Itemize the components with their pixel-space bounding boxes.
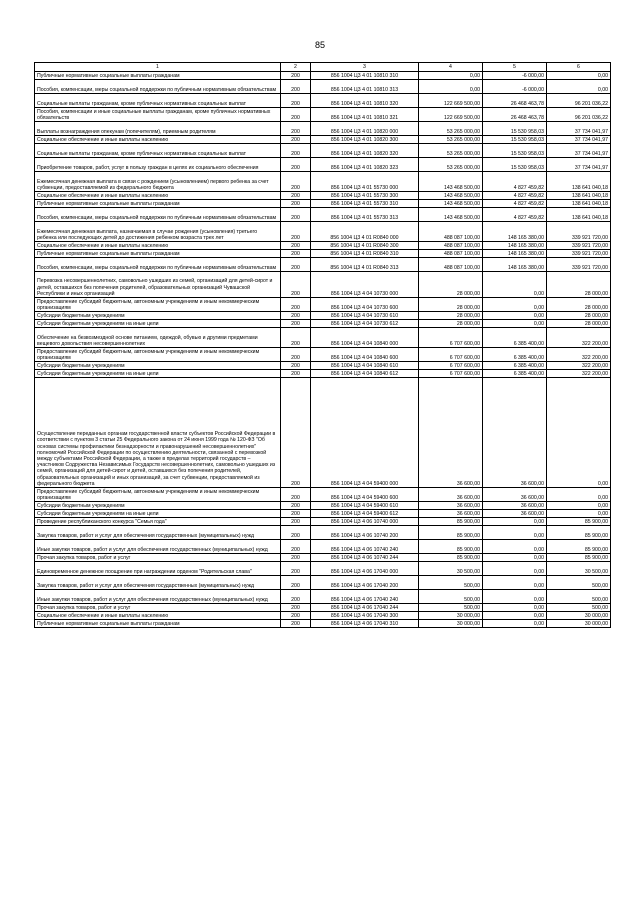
row-budget-code: 856 1004 Ц3 4 01 10820 000 bbox=[311, 122, 419, 136]
column-number-header-row bbox=[35, 63, 611, 72]
row-executed-amount: 4 827 459,82 bbox=[483, 200, 547, 208]
row-budget-code: 856 1004 Ц3 4 01 10810 321 bbox=[311, 108, 419, 122]
table-row bbox=[35, 488, 611, 502]
row-approved-amount: 30 000,00 bbox=[419, 620, 483, 628]
row-executed-amount: 0,00 bbox=[483, 320, 547, 328]
table-row bbox=[35, 136, 611, 144]
row-executed-amount: -6 000,00 bbox=[483, 72, 547, 80]
row-executed-amount: 6 385 400,00 bbox=[483, 348, 547, 362]
row-executed-amount: 0,00 bbox=[483, 562, 547, 576]
row-unexecuted-amount: 0,00 bbox=[547, 488, 611, 502]
row-line-code: 200 bbox=[281, 136, 311, 144]
row-executed-amount: 148 165 380,00 bbox=[483, 242, 547, 250]
table-row bbox=[35, 222, 611, 242]
row-approved-amount: 53 265 000,00 bbox=[419, 136, 483, 144]
row-name: Публичные нормативные социальные выплаты гражданам bbox=[35, 200, 281, 208]
row-name: Иные закупки товаров, работ и услуг для обеспечения государственных (муниципальных) нужд bbox=[35, 590, 281, 604]
row-budget-code: 856 1004 Ц3 4 04 10730 610 bbox=[311, 312, 419, 320]
row-name: Субсидии бюджетным учреждениям bbox=[35, 312, 281, 320]
table-row bbox=[35, 348, 611, 362]
row-line-code: 200 bbox=[281, 72, 311, 80]
row-name: Социальное обеспечение и иные выплаты населению bbox=[35, 242, 281, 250]
row-executed-amount: 148 165 380,00 bbox=[483, 250, 547, 258]
table-row bbox=[35, 144, 611, 158]
row-unexecuted-amount: 30 000,00 bbox=[547, 620, 611, 628]
row-name: Предоставление субсидий бюджетным, автономным учреждениям и иным некоммерческим организациям bbox=[35, 488, 281, 502]
row-budget-code: 856 1004 Ц3 4 01 55730 310 bbox=[311, 200, 419, 208]
row-executed-amount: 148 165 380,00 bbox=[483, 258, 547, 272]
row-unexecuted-amount: 500,00 bbox=[547, 604, 611, 612]
table-row bbox=[35, 312, 611, 320]
row-unexecuted-amount: 37 734 041,97 bbox=[547, 144, 611, 158]
row-name: Социальное обеспечение и иные выплаты населению bbox=[35, 192, 281, 200]
row-executed-amount: 0,00 bbox=[483, 590, 547, 604]
row-budget-code: 856 1004 Ц3 4 04 10730 000 bbox=[311, 272, 419, 298]
row-budget-code: 856 1004 Ц3 4 04 59400 600 bbox=[311, 488, 419, 502]
row-name: Пособия, компенсации, меры социальной поддержки по публичным нормативным обязательствам bbox=[35, 80, 281, 94]
table-row bbox=[35, 554, 611, 562]
row-line-code: 200 bbox=[281, 328, 311, 348]
column-header-3: 3 bbox=[311, 63, 419, 72]
row-line-code: 200 bbox=[281, 200, 311, 208]
row-unexecuted-amount: 0,00 bbox=[547, 378, 611, 488]
table-row bbox=[35, 158, 611, 172]
row-approved-amount: 143 468 500,00 bbox=[419, 200, 483, 208]
row-unexecuted-amount: 322 200,00 bbox=[547, 370, 611, 378]
row-budget-code: 856 1004 Ц3 4 04 59400 612 bbox=[311, 510, 419, 518]
row-unexecuted-amount: 28 000,00 bbox=[547, 312, 611, 320]
row-unexecuted-amount: 322 200,00 bbox=[547, 348, 611, 362]
row-executed-amount: 36 600,00 bbox=[483, 488, 547, 502]
table-row bbox=[35, 378, 611, 488]
row-approved-amount: 122 669 500,00 bbox=[419, 108, 483, 122]
row-line-code: 200 bbox=[281, 272, 311, 298]
row-executed-amount: 0,00 bbox=[483, 620, 547, 628]
row-line-code: 200 bbox=[281, 242, 311, 250]
table-row bbox=[35, 72, 611, 80]
row-approved-amount: 28 000,00 bbox=[419, 298, 483, 312]
row-unexecuted-amount: 500,00 bbox=[547, 576, 611, 590]
column-header-1: 1 bbox=[35, 63, 281, 72]
row-approved-amount: 53 265 000,00 bbox=[419, 158, 483, 172]
row-line-code: 200 bbox=[281, 502, 311, 510]
column-header-5: 5 bbox=[483, 63, 547, 72]
table-row bbox=[35, 576, 611, 590]
row-executed-amount: 0,00 bbox=[483, 298, 547, 312]
row-name: Проведение республиканского конкурса "Семья года" bbox=[35, 518, 281, 526]
row-name: Обеспечение на безвозмездной основе питанием, одеждой, обувью и другими предметами вещевого довольствия несовершеннолетних bbox=[35, 328, 281, 348]
row-line-code: 200 bbox=[281, 612, 311, 620]
table-row bbox=[35, 526, 611, 540]
row-name: Публичные нормативные социальные выплаты гражданам bbox=[35, 72, 281, 80]
row-name: Публичные нормативные социальные выплаты гражданам bbox=[35, 620, 281, 628]
row-budget-code: 856 1004 Ц3 4 01 10820 323 bbox=[311, 158, 419, 172]
table-row bbox=[35, 272, 611, 298]
table-row bbox=[35, 94, 611, 108]
row-name: Пособия, компенсации, меры социальной поддержки по публичным нормативным обязательствам bbox=[35, 258, 281, 272]
row-name: Закупка товаров, работ и услуг для обеспечения государственных (муниципальных) нужд bbox=[35, 576, 281, 590]
row-budget-code: 856 1004 Ц3 4 01 R0840 000 bbox=[311, 222, 419, 242]
row-approved-amount: 488 087 100,00 bbox=[419, 250, 483, 258]
table-row bbox=[35, 122, 611, 136]
row-approved-amount: 6 707 600,00 bbox=[419, 348, 483, 362]
table-row bbox=[35, 298, 611, 312]
row-approved-amount: 36 600,00 bbox=[419, 488, 483, 502]
row-unexecuted-amount: 0,00 bbox=[547, 502, 611, 510]
table-row bbox=[35, 502, 611, 510]
row-line-code: 200 bbox=[281, 94, 311, 108]
row-executed-amount: 6 385 400,00 bbox=[483, 328, 547, 348]
table-row bbox=[35, 258, 611, 272]
table-row bbox=[35, 590, 611, 604]
row-line-code: 200 bbox=[281, 298, 311, 312]
row-unexecuted-amount: 85 900,00 bbox=[547, 526, 611, 540]
row-executed-amount: 0,00 bbox=[483, 540, 547, 554]
row-name: Субсидии бюджетным учреждениям на иные цели bbox=[35, 510, 281, 518]
row-line-code: 200 bbox=[281, 144, 311, 158]
row-unexecuted-amount: 28 000,00 bbox=[547, 298, 611, 312]
row-name: Субсидии бюджетным учреждениям на иные цели bbox=[35, 370, 281, 378]
row-line-code: 200 bbox=[281, 378, 311, 488]
row-budget-code: 856 1004 Ц3 4 01 10810 313 bbox=[311, 80, 419, 94]
row-name: Иные закупки товаров, работ и услуг для обеспечения государственных (муниципальных) нужд bbox=[35, 540, 281, 554]
table-row bbox=[35, 370, 611, 378]
row-unexecuted-amount: 322 200,00 bbox=[547, 362, 611, 370]
row-unexecuted-amount: 85 900,00 bbox=[547, 540, 611, 554]
row-unexecuted-amount: 85 900,00 bbox=[547, 518, 611, 526]
table-row bbox=[35, 172, 611, 192]
column-header-6: 6 bbox=[547, 63, 611, 72]
table-row bbox=[35, 320, 611, 328]
row-name: Предоставление субсидий бюджетным, автономным учреждениям и иным некоммерческим организациям bbox=[35, 298, 281, 312]
row-line-code: 200 bbox=[281, 510, 311, 518]
row-approved-amount: 500,00 bbox=[419, 590, 483, 604]
row-name: Субсидии бюджетным учреждениям на иные цели bbox=[35, 320, 281, 328]
row-executed-amount: -6 000,00 bbox=[483, 80, 547, 94]
row-budget-code: 856 1004 Ц3 4 01 R0840 310 bbox=[311, 250, 419, 258]
row-name: Выплаты вознаграждения опекунам (попечителям), приемным родителям bbox=[35, 122, 281, 136]
row-approved-amount: 85 900,00 bbox=[419, 526, 483, 540]
row-executed-amount: 0,00 bbox=[483, 518, 547, 526]
row-budget-code: 856 1004 Ц3 4 06 17040 244 bbox=[311, 604, 419, 612]
row-executed-amount: 6 385 400,00 bbox=[483, 370, 547, 378]
row-line-code: 200 bbox=[281, 320, 311, 328]
row-budget-code: 856 1004 Ц3 4 06 17040 240 bbox=[311, 590, 419, 604]
table-row bbox=[35, 562, 611, 576]
row-line-code: 200 bbox=[281, 518, 311, 526]
row-budget-code: 856 1004 Ц3 4 06 17040 310 bbox=[311, 620, 419, 628]
row-name: Ежемесячная денежная выплата в связи с рождением (усыновлением) первого ребенка за счет субвенции, предоставляемой из федерального бюджета bbox=[35, 172, 281, 192]
row-executed-amount: 0,00 bbox=[483, 554, 547, 562]
row-unexecuted-amount: 138 641 040,18 bbox=[547, 192, 611, 200]
row-name: Субсидии бюджетным учреждениям bbox=[35, 502, 281, 510]
row-line-code: 200 bbox=[281, 158, 311, 172]
table-row bbox=[35, 540, 611, 554]
row-name: Закупка товаров, работ и услуг для обеспечения государственных (муниципальных) нужд bbox=[35, 526, 281, 540]
row-name: Ежемесячная денежная выплата, назначаемая в случае рождения (усыновления) третьего ребенка или последующих детей до достижения ребенком возраста трех лет bbox=[35, 222, 281, 242]
row-line-code: 200 bbox=[281, 250, 311, 258]
row-name: Предоставление субсидий бюджетным, автономным учреждениям и иным некоммерческим организациям bbox=[35, 348, 281, 362]
row-approved-amount: 500,00 bbox=[419, 576, 483, 590]
row-budget-code: 856 1004 Ц3 4 01 10820 320 bbox=[311, 144, 419, 158]
row-approved-amount: 143 468 500,00 bbox=[419, 208, 483, 222]
row-executed-amount: 15 530 958,03 bbox=[483, 144, 547, 158]
row-budget-code: 856 1004 Ц3 4 01 10810 310 bbox=[311, 72, 419, 80]
row-executed-amount: 0,00 bbox=[483, 272, 547, 298]
table-row bbox=[35, 362, 611, 370]
row-unexecuted-amount: 85 900,00 bbox=[547, 554, 611, 562]
row-budget-code: 856 1004 Ц3 4 06 10740 244 bbox=[311, 554, 419, 562]
row-line-code: 200 bbox=[281, 192, 311, 200]
row-budget-code: 856 1004 Ц3 4 04 10730 600 bbox=[311, 298, 419, 312]
row-line-code: 200 bbox=[281, 576, 311, 590]
table-row bbox=[35, 620, 611, 628]
table-row bbox=[35, 518, 611, 526]
row-executed-amount: 0,00 bbox=[483, 312, 547, 320]
row-executed-amount: 36 600,00 bbox=[483, 378, 547, 488]
row-unexecuted-amount: 322 200,00 bbox=[547, 328, 611, 348]
row-name: Публичные нормативные социальные выплаты гражданам bbox=[35, 250, 281, 258]
row-approved-amount: 122 669 500,00 bbox=[419, 94, 483, 108]
row-budget-code: 856 1004 Ц3 4 01 55730 300 bbox=[311, 192, 419, 200]
row-approved-amount: 85 900,00 bbox=[419, 554, 483, 562]
row-executed-amount: 26 468 463,78 bbox=[483, 94, 547, 108]
row-name: Социальное обеспечение и иные выплаты населению bbox=[35, 136, 281, 144]
row-executed-amount: 0,00 bbox=[483, 604, 547, 612]
row-line-code: 200 bbox=[281, 526, 311, 540]
row-line-code: 200 bbox=[281, 604, 311, 612]
table-row bbox=[35, 250, 611, 258]
row-name: Пособия, компенсации, меры социальной поддержки по публичным нормативным обязательствам bbox=[35, 208, 281, 222]
row-approved-amount: 30 000,00 bbox=[419, 612, 483, 620]
table-row bbox=[35, 80, 611, 94]
row-unexecuted-amount: 28 000,00 bbox=[547, 320, 611, 328]
row-name: Единовременное денежное поощрение при награждении орденом "Родительская слава" bbox=[35, 562, 281, 576]
row-executed-amount: 4 827 459,82 bbox=[483, 208, 547, 222]
row-line-code: 200 bbox=[281, 122, 311, 136]
row-name: Субсидии бюджетным учреждениям bbox=[35, 362, 281, 370]
row-name: Пособия, компенсации и иные социальные выплаты гражданам, кроме публичных нормативных обязательств bbox=[35, 108, 281, 122]
row-unexecuted-amount: 0,00 bbox=[547, 80, 611, 94]
row-approved-amount: 488 087 100,00 bbox=[419, 258, 483, 272]
row-budget-code: 856 1004 Ц3 4 06 10740 240 bbox=[311, 540, 419, 554]
row-approved-amount: 6 707 600,00 bbox=[419, 370, 483, 378]
row-unexecuted-amount: 138 641 040,18 bbox=[547, 200, 611, 208]
row-name: Перевозка несовершеннолетних, самовольно ушедших из семей, организаций для детей-сирот и детей, оставшихся без попечения родителей, образовательных организаций Чувашской Республики и иных организаций bbox=[35, 272, 281, 298]
row-line-code: 200 bbox=[281, 208, 311, 222]
row-executed-amount: 0,00 bbox=[483, 526, 547, 540]
row-approved-amount: 488 087 100,00 bbox=[419, 242, 483, 250]
row-approved-amount: 6 707 600,00 bbox=[419, 328, 483, 348]
column-header-4: 4 bbox=[419, 63, 483, 72]
row-unexecuted-amount: 30 500,00 bbox=[547, 562, 611, 576]
row-budget-code: 856 1004 Ц3 4 04 10730 612 bbox=[311, 320, 419, 328]
row-unexecuted-amount: 37 734 041,97 bbox=[547, 136, 611, 144]
row-unexecuted-amount: 339 921 720,00 bbox=[547, 258, 611, 272]
row-executed-amount: 0,00 bbox=[483, 576, 547, 590]
row-name: Прочая закупка товаров, работ и услуг bbox=[35, 554, 281, 562]
row-approved-amount: 28 000,00 bbox=[419, 312, 483, 320]
row-approved-amount: 36 600,00 bbox=[419, 502, 483, 510]
row-unexecuted-amount: 30 000,00 bbox=[547, 612, 611, 620]
table-row bbox=[35, 200, 611, 208]
row-executed-amount: 0,00 bbox=[483, 612, 547, 620]
row-executed-amount: 36 600,00 bbox=[483, 502, 547, 510]
row-approved-amount: 30 500,00 bbox=[419, 562, 483, 576]
row-budget-code: 856 1004 Ц3 4 01 R0840 313 bbox=[311, 258, 419, 272]
row-line-code: 200 bbox=[281, 620, 311, 628]
row-budget-code: 856 1004 Ц3 4 04 59400 610 bbox=[311, 502, 419, 510]
table-row bbox=[35, 208, 611, 222]
row-unexecuted-amount: 96 201 036,22 bbox=[547, 108, 611, 122]
row-executed-amount: 148 165 380,00 bbox=[483, 222, 547, 242]
table-row bbox=[35, 108, 611, 122]
row-name: Социальные выплаты гражданам, кроме публичных нормативных социальных выплат bbox=[35, 94, 281, 108]
row-line-code: 200 bbox=[281, 540, 311, 554]
row-approved-amount: 0,00 bbox=[419, 72, 483, 80]
row-unexecuted-amount: 500,00 bbox=[547, 590, 611, 604]
row-line-code: 200 bbox=[281, 348, 311, 362]
row-budget-code: 856 1004 Ц3 4 06 10740 000 bbox=[311, 518, 419, 526]
row-budget-code: 856 1004 Ц3 4 04 10840 000 bbox=[311, 328, 419, 348]
row-line-code: 200 bbox=[281, 488, 311, 502]
table-row bbox=[35, 612, 611, 620]
row-approved-amount: 143 468 500,00 bbox=[419, 192, 483, 200]
row-executed-amount: 15 530 958,03 bbox=[483, 136, 547, 144]
row-approved-amount: 28 000,00 bbox=[419, 272, 483, 298]
row-budget-code: 856 1004 Ц3 4 04 10840 610 bbox=[311, 362, 419, 370]
row-budget-code: 856 1004 Ц3 4 01 R0840 300 bbox=[311, 242, 419, 250]
row-unexecuted-amount: 37 734 041,97 bbox=[547, 122, 611, 136]
row-name: Социальные выплаты гражданам, кроме публичных нормативных социальных выплат bbox=[35, 144, 281, 158]
row-approved-amount: 500,00 bbox=[419, 604, 483, 612]
row-executed-amount: 15 530 958,03 bbox=[483, 158, 547, 172]
row-unexecuted-amount: 138 641 040,18 bbox=[547, 172, 611, 192]
row-budget-code: 856 1004 Ц3 4 01 55730 313 bbox=[311, 208, 419, 222]
row-unexecuted-amount: 96 201 036,22 bbox=[547, 94, 611, 108]
table-row bbox=[35, 510, 611, 518]
row-approved-amount: 488 087 100,00 bbox=[419, 222, 483, 242]
row-unexecuted-amount: 138 641 040,18 bbox=[547, 208, 611, 222]
row-line-code: 200 bbox=[281, 80, 311, 94]
row-line-code: 200 bbox=[281, 554, 311, 562]
row-line-code: 200 bbox=[281, 108, 311, 122]
row-executed-amount: 6 385 400,00 bbox=[483, 362, 547, 370]
row-name: Социальное обеспечение и иные выплаты населению bbox=[35, 612, 281, 620]
row-executed-amount: 4 827 459,82 bbox=[483, 192, 547, 200]
row-budget-code: 856 1004 Ц3 4 01 10820 300 bbox=[311, 136, 419, 144]
row-unexecuted-amount: 28 000,00 bbox=[547, 272, 611, 298]
row-budget-code: 856 1004 Ц3 4 06 17040 000 bbox=[311, 562, 419, 576]
row-line-code: 200 bbox=[281, 312, 311, 320]
row-unexecuted-amount: 0,00 bbox=[547, 72, 611, 80]
table-row bbox=[35, 242, 611, 250]
row-line-code: 200 bbox=[281, 222, 311, 242]
row-unexecuted-amount: 339 921 720,00 bbox=[547, 250, 611, 258]
row-approved-amount: 85 900,00 bbox=[419, 540, 483, 554]
row-line-code: 200 bbox=[281, 172, 311, 192]
row-budget-code: 856 1004 Ц3 4 01 10810 320 bbox=[311, 94, 419, 108]
row-approved-amount: 85 900,00 bbox=[419, 518, 483, 526]
row-executed-amount: 15 530 958,03 bbox=[483, 122, 547, 136]
page-number: 85 bbox=[314, 40, 325, 50]
row-name: Осуществление переданных органам государственной власти субъектов Российской Федерации в соответствии с пунктом 3 статьи 25 Федерального закона от 24 июня 1999 года № 120-ФЗ "Об основах системы профилактики безнадзорности и правонарушений несовершеннолетних" полномочий Российской Федерации по осуществлению деятельности, связанной с перевозкой между субъектами Российской Федерации, а также в пределах территорий государств – участников Содружества Независимых Государств несовершеннолетних, самовольно ушедших из семей, организаций для детей-сирот и детей, оставшихся без попечения родителей, образовательных организаций и иных организаций, за счет субвенции, предоставляемой из федерального бюджета bbox=[35, 378, 281, 488]
table-row bbox=[35, 192, 611, 200]
row-line-code: 200 bbox=[281, 370, 311, 378]
row-budget-code: 856 1004 Ц3 4 06 17040 300 bbox=[311, 612, 419, 620]
row-approved-amount: 6 707 600,00 bbox=[419, 362, 483, 370]
row-budget-code: 856 1004 Ц3 4 01 55730 000 bbox=[311, 172, 419, 192]
row-executed-amount: 4 827 459,82 bbox=[483, 172, 547, 192]
row-budget-code: 856 1004 Ц3 4 04 10840 612 bbox=[311, 370, 419, 378]
row-approved-amount: 53 265 000,00 bbox=[419, 144, 483, 158]
row-budget-code: 856 1004 Ц3 4 04 10840 600 bbox=[311, 348, 419, 362]
row-line-code: 200 bbox=[281, 258, 311, 272]
table-row bbox=[35, 604, 611, 612]
row-executed-amount: 26 468 463,78 bbox=[483, 108, 547, 122]
row-approved-amount: 36 600,00 bbox=[419, 378, 483, 488]
row-line-code: 200 bbox=[281, 362, 311, 370]
row-budget-code: 856 1004 Ц3 4 04 59400 000 bbox=[311, 378, 419, 488]
row-line-code: 200 bbox=[281, 590, 311, 604]
row-approved-amount: 53 265 000,00 bbox=[419, 122, 483, 136]
row-approved-amount: 36 600,00 bbox=[419, 510, 483, 518]
row-budget-code: 856 1004 Ц3 4 06 17040 200 bbox=[311, 576, 419, 590]
row-line-code: 200 bbox=[281, 562, 311, 576]
row-name: Прочая закупка товаров, работ и услуг bbox=[35, 604, 281, 612]
row-unexecuted-amount: 339 921 720,00 bbox=[547, 222, 611, 242]
row-approved-amount: 28 000,00 bbox=[419, 320, 483, 328]
row-unexecuted-amount: 37 734 041,97 bbox=[547, 158, 611, 172]
row-name: Приобретение товаров, работ, услуг в пользу граждан в целях их социального обеспечения bbox=[35, 158, 281, 172]
row-executed-amount: 36 600,00 bbox=[483, 510, 547, 518]
column-header-2: 2 bbox=[281, 63, 311, 72]
row-unexecuted-amount: 0,00 bbox=[547, 510, 611, 518]
budget-execution-table bbox=[34, 62, 611, 628]
row-approved-amount: 0,00 bbox=[419, 80, 483, 94]
row-unexecuted-amount: 339 921 720,00 bbox=[547, 242, 611, 250]
table-row bbox=[35, 328, 611, 348]
row-budget-code: 856 1004 Ц3 4 06 10740 200 bbox=[311, 526, 419, 540]
row-approved-amount: 143 468 500,00 bbox=[419, 172, 483, 192]
